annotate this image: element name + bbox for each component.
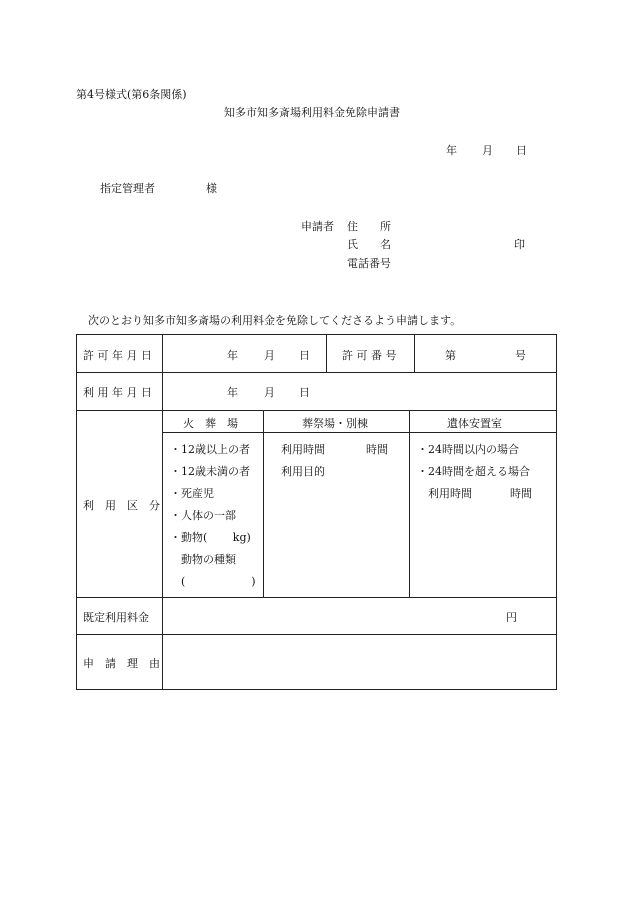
reason-label: 申 請 理 由 xyxy=(83,657,160,670)
date-month-label: 月 xyxy=(482,144,493,157)
use-date-day: 日 xyxy=(299,386,310,399)
row-divider xyxy=(77,372,556,373)
permit-number-divider xyxy=(326,335,327,372)
morgue-time-label: 利用時間 xyxy=(428,487,472,500)
form-title: 知多市知多斎場利用料金免除申請書 xyxy=(224,106,400,119)
cremation-option[interactable]: ・人体の一部 xyxy=(170,509,236,522)
permit-number-suffix: 号 xyxy=(515,349,526,362)
date-year-label: 年 xyxy=(446,144,457,157)
morgue-option[interactable]: ・24時間を超える場合 xyxy=(417,465,530,478)
funeral-hall-time-label: 利用時間 xyxy=(281,443,325,456)
use-date-label: 利 用 年 月 日 xyxy=(83,386,152,399)
label-column-divider xyxy=(162,335,163,689)
permit-date-month: 月 xyxy=(264,349,275,362)
animal-type-field[interactable]: ( ) xyxy=(170,575,256,588)
funeral-hall-time-unit: 時間 xyxy=(366,443,388,456)
date-day-label: 日 xyxy=(516,144,527,157)
intro-text: 次のとおり知多市知多斎場の利用料金を免除してくださるよう申請します。 xyxy=(88,314,462,327)
permit-date-label: 許 可 年 月 日 xyxy=(83,349,152,362)
applicant-label: 申請者 xyxy=(301,220,334,233)
category-column-divider xyxy=(263,410,264,597)
addressee-honorific: 様 xyxy=(206,182,217,195)
subheader-divider xyxy=(162,432,556,433)
use-date-year: 年 xyxy=(227,386,238,399)
application-table xyxy=(76,334,557,690)
seal-mark: 印 xyxy=(514,238,525,251)
row-divider xyxy=(77,634,556,635)
row-divider xyxy=(77,597,556,598)
permit-number-label: 許 可 番 号 xyxy=(342,349,397,362)
funeral-hall-header: 葬祭場・別棟 xyxy=(302,417,368,430)
funeral-hall-purpose-label: 利用目的 xyxy=(281,465,325,478)
permit-date-year: 年 xyxy=(227,349,238,362)
cremation-option[interactable]: ・動物( kg) xyxy=(170,531,251,544)
name-label: 氏 名 xyxy=(347,238,391,251)
phone-label: 電話番号 xyxy=(347,257,391,270)
permit-date-day: 日 xyxy=(299,349,310,362)
morgue-header: 遺体安置室 xyxy=(447,417,502,430)
use-date-month: 月 xyxy=(264,386,275,399)
morgue-option[interactable]: ・24時間以内の場合 xyxy=(417,443,519,456)
addressee-name: 指定管理者 xyxy=(100,182,155,195)
permit-number-value-divider xyxy=(414,335,415,372)
cremation-option[interactable]: ・死産児 xyxy=(170,487,214,500)
row-divider xyxy=(77,410,556,411)
address-label: 住 所 xyxy=(347,220,391,233)
fee-label: 既定利用料金 xyxy=(83,611,149,624)
permit-number-prefix: 第 xyxy=(445,349,456,362)
category-column-divider xyxy=(409,410,410,597)
morgue-time-unit: 時間 xyxy=(510,487,532,500)
fee-unit: 円 xyxy=(506,611,517,624)
form-number: 第4号様式(第6条関係) xyxy=(76,88,187,101)
cremation-option[interactable]: ・12歳未満の者 xyxy=(170,465,250,478)
cremation-header: 火 葬 場 xyxy=(183,417,238,430)
category-label: 利 用 区 分 xyxy=(83,499,160,512)
animal-type-label: 動物の種類 xyxy=(170,553,236,566)
cremation-option[interactable]: ・12歳以上の者 xyxy=(170,443,250,456)
